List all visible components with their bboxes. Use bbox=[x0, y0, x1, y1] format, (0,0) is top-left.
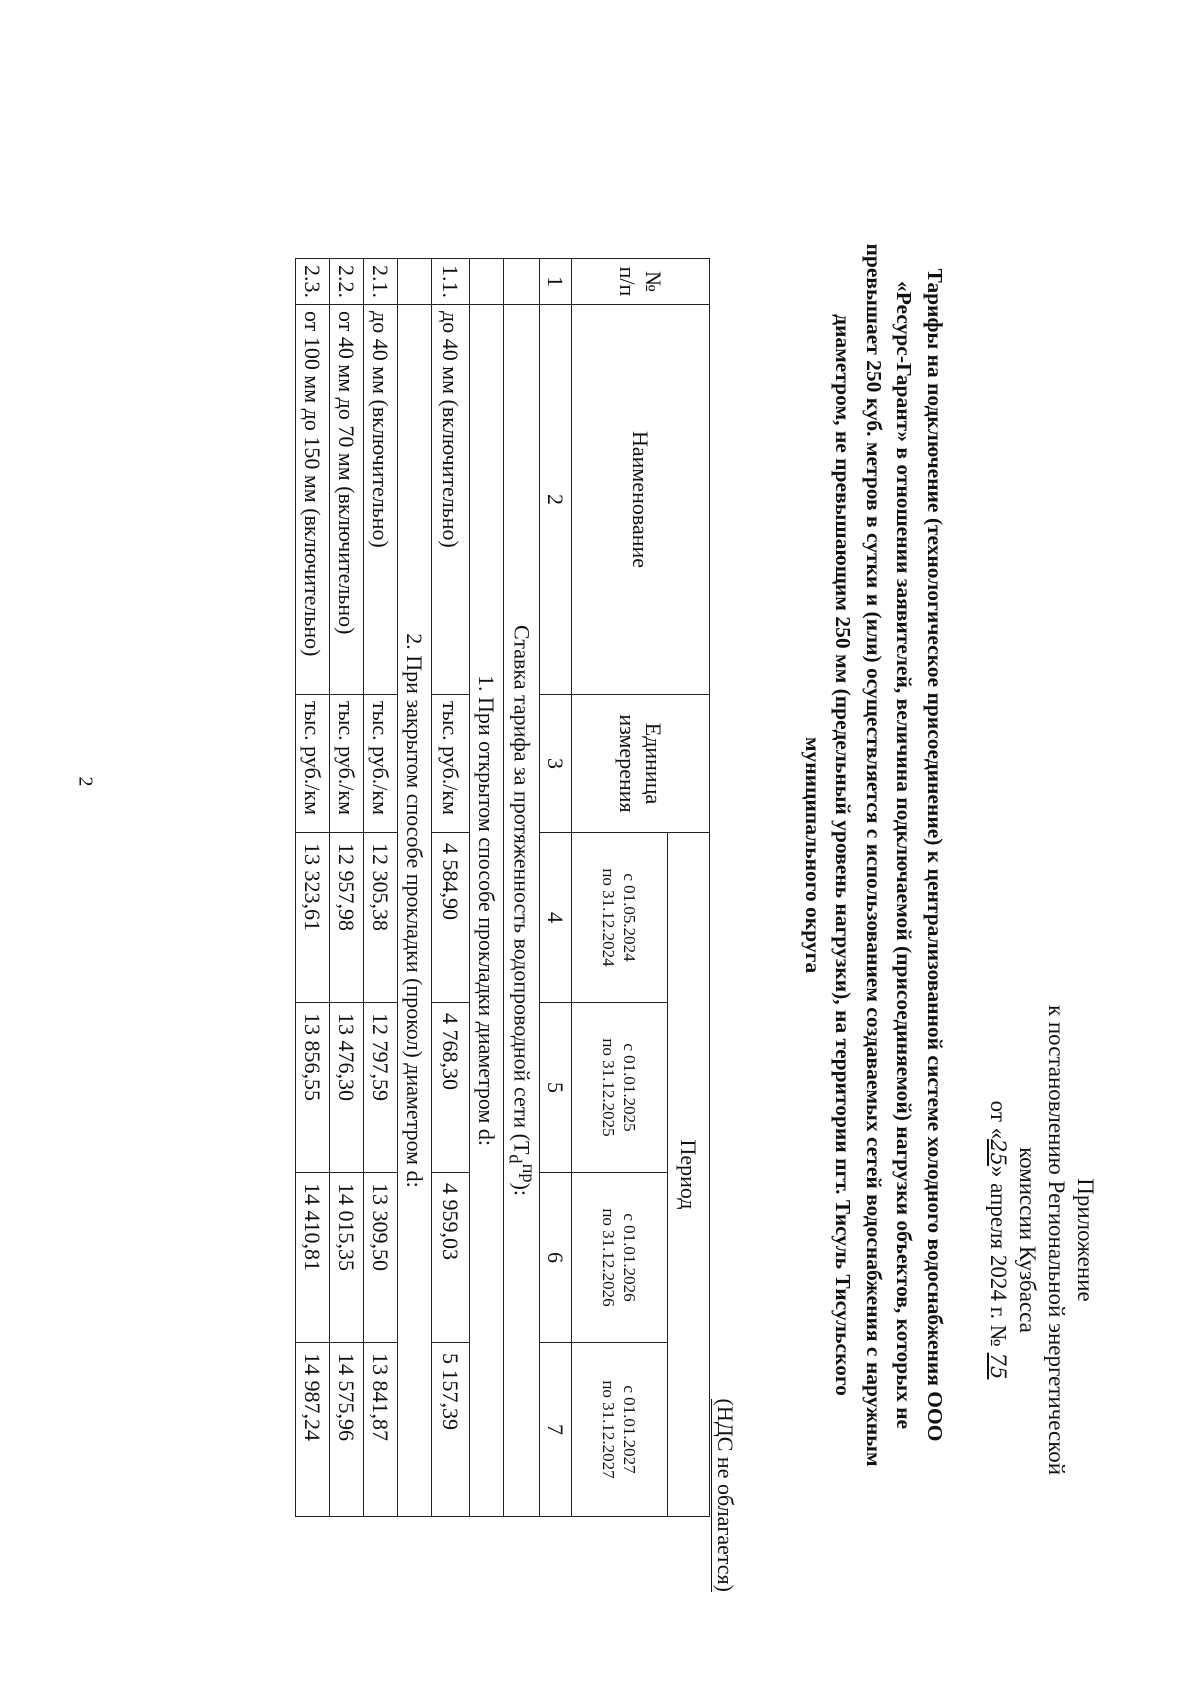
row-value: 12 957,98 bbox=[330, 833, 364, 1003]
handwritten-number: 75 bbox=[986, 1352, 1010, 1380]
row-unit: тыс. руб./км bbox=[432, 695, 470, 833]
rotated-document bbox=[40, 40, 1100, 1630]
section-heading-2: 2. При закрытом способе прокладки (прокол) диаметром d: bbox=[398, 305, 432, 1517]
header-period-4: с 01.01.2027 по 31.12.2027 bbox=[572, 1343, 668, 1517]
table-row bbox=[330, 259, 364, 1517]
row-name: от 40 мм до 70 мм (включительно) bbox=[330, 305, 364, 695]
row-num: 2.3. bbox=[296, 259, 330, 305]
rate-subscript: d bbox=[505, 1154, 526, 1164]
row-unit: тыс. руб./км bbox=[330, 695, 364, 833]
row-value: 4 959,03 bbox=[432, 1173, 470, 1343]
row-value: 4 584,90 bbox=[432, 833, 470, 1003]
col-number: 5 bbox=[540, 1003, 572, 1173]
table-row bbox=[296, 259, 330, 1517]
row-value: 14 987,24 bbox=[296, 1343, 330, 1517]
col-number: 4 bbox=[540, 833, 572, 1003]
row-value: 12 797,59 bbox=[364, 1003, 398, 1173]
tariff-table bbox=[295, 258, 710, 1517]
col-number: 7 bbox=[540, 1343, 572, 1517]
empty-cell bbox=[504, 259, 540, 305]
row-value: 13 476,30 bbox=[330, 1003, 364, 1173]
date-prefix: от « bbox=[986, 1100, 1011, 1140]
table-row bbox=[432, 259, 470, 1517]
empty-cell bbox=[398, 259, 432, 305]
appendix-date-line bbox=[983, 890, 1013, 1590]
row-value: 14 015,35 bbox=[330, 1173, 364, 1343]
appendix-line: комиссии Кузбасса bbox=[1015, 1147, 1040, 1333]
col-number: 3 bbox=[540, 695, 572, 833]
row-num: 1.1. bbox=[432, 259, 470, 305]
rate-superscript: пр bbox=[518, 1163, 539, 1183]
page-number: 2 bbox=[74, 776, 97, 787]
row-name: до 40 мм (включительно) bbox=[432, 305, 470, 695]
row-value: 13 309,50 bbox=[364, 1173, 398, 1343]
row-value: 14 575,96 bbox=[330, 1343, 364, 1517]
col-number: 6 bbox=[540, 1173, 572, 1343]
row-name: от 100 мм до 150 мм (включительно) bbox=[296, 305, 330, 695]
row-value: 12 305,38 bbox=[364, 833, 398, 1003]
appendix-title: Приложение bbox=[1073, 1178, 1098, 1302]
section-heading-1: 1. При открытом способе прокладки диаметром d: bbox=[470, 305, 504, 1517]
header-period-3: с 01.01.2026 по 31.12.2026 bbox=[572, 1173, 668, 1343]
row-name: до 40 мм (включительно) bbox=[364, 305, 398, 695]
row-value: 4 768,30 bbox=[432, 1003, 470, 1173]
appendix-header bbox=[983, 890, 1100, 1590]
col-number: 1 bbox=[540, 259, 572, 305]
row-value: 13 856,55 bbox=[296, 1003, 330, 1173]
header-period-1: с 01.05.2024 по 31.12.2024 bbox=[572, 833, 668, 1003]
empty-cell bbox=[470, 259, 504, 305]
header-unit: Единица измерения bbox=[572, 695, 710, 833]
row-value: 13 323,61 bbox=[296, 833, 330, 1003]
document-title: Тарифы на подключение (технологическое присоединение) к централизованной системе холодного водоснабжения ООО «Ресурс-Гарант» в отношении заявителей, величина подключаемой (присоединяемой) нагрузки объектов, которых не превышает 250 куб. метров в сутки и (или) осуществляется с использованием создаваемых сетей водоснабжения с наружным диаметром, не превышающим 250 мм (предельный уровень нагрузки), на территории пгт. Тисуль Тисульского муниципального округа bbox=[801, 243, 947, 1467]
table-row bbox=[364, 259, 398, 1517]
vat-note: (НДС не облагается) bbox=[713, 1398, 738, 1592]
row-num: 2.2. bbox=[330, 259, 364, 305]
handwritten-day: 25 bbox=[986, 1139, 1010, 1166]
row-unit: тыс. руб./км bbox=[364, 695, 398, 833]
row-value: 14 410,81 bbox=[296, 1173, 330, 1343]
rate-heading: Ставка тарифа за протяженность водопроводной сети $(T_d^{пр})$: bbox=[504, 305, 540, 1517]
row-value: 13 841,87 bbox=[364, 1343, 398, 1517]
row-num: 2.1. bbox=[364, 259, 398, 305]
col-number: 2 bbox=[540, 305, 572, 695]
appendix-line: к постановлению Региональной энергетической bbox=[1044, 1004, 1069, 1476]
header-period: Период bbox=[668, 833, 710, 1517]
header-name: Наименование bbox=[572, 305, 710, 695]
date-mid: » апреля 2024 г. № bbox=[986, 1165, 1011, 1347]
header-num: № п/п bbox=[572, 259, 710, 305]
row-value: 5 157,39 bbox=[432, 1343, 470, 1517]
header-period-2: с 01.01.2025 по 31.12.2025 bbox=[572, 1003, 668, 1173]
row-unit: тыс. руб./км bbox=[296, 695, 330, 833]
